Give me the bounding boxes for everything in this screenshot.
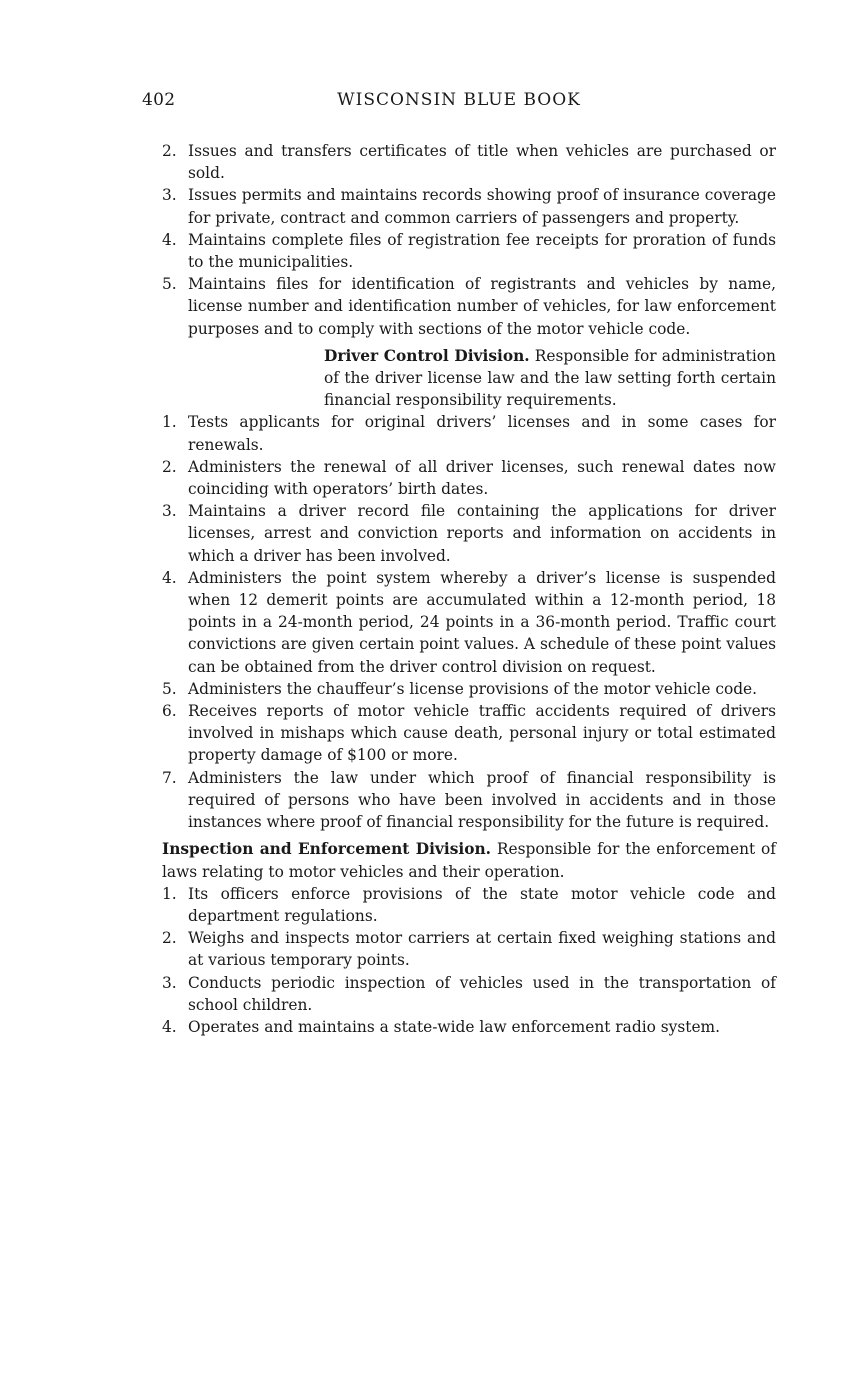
driver-control-heading: Driver Control Division.: [324, 346, 530, 365]
driver-control-list: [162, 411, 776, 833]
list-item: [162, 229, 776, 273]
item-text: Its officers enforce provisions of the state motor vehicle code and department regulations.: [188, 884, 776, 925]
item-number: 7.: [162, 768, 177, 787]
list-item: [162, 700, 776, 767]
item-number: 2.: [162, 929, 177, 948]
list-item: [162, 972, 776, 1016]
item-text: Tests applicants for original drivers’ licenses and in some cases for renewals.: [188, 413, 776, 454]
inspection-paragraph: [162, 838, 776, 882]
list-item: [162, 140, 776, 184]
item-number: 5.: [162, 275, 177, 294]
item-number: 4.: [162, 1017, 177, 1036]
item-text: Maintains files for identification of registrants and vehicles by name, license number and identification number of vehicles, for law enforcement purposes and to comply with sections of the motor vehicle code.: [188, 275, 776, 338]
item-text: Maintains complete files of registration fee receipts for proration of funds to the municipalities.: [188, 230, 776, 272]
item-text: Operates and maintains a state-wide law enforcement radio system.: [188, 1017, 721, 1036]
continued-list: [162, 140, 776, 340]
list-item: [162, 883, 776, 927]
item-number: 2.: [162, 142, 177, 160]
item-text: Administers the point system whereby a driver’s license is suspended when 12 demerit points are accumulated within a 12-month period, 18 points in a 24-month period, 24 points in a 36-month period. Traffic court convictions are given certain point values. A schedule of these point values can be obtained from the driver control division on request.: [188, 568, 776, 676]
list-item: [162, 500, 776, 567]
item-number: 2.: [162, 457, 177, 476]
inspection-intro: Responsible for the enforcement of laws relating to motor vehicles and their operation.: [162, 840, 776, 881]
item-number: 1.: [162, 884, 177, 903]
running-head: [142, 90, 776, 116]
item-number: 3.: [162, 502, 177, 521]
list-item: [162, 927, 776, 971]
list-item: [162, 273, 776, 340]
list-item: [162, 184, 776, 228]
list-item: [162, 456, 776, 500]
item-number: 5.: [162, 679, 177, 698]
item-text: Issues and transfers certificates of title when vehicles are purchased or sold.: [188, 142, 776, 183]
item-text: Administers the renewal of all driver licenses, such renewal dates now coinciding with operators’ birth dates.: [188, 457, 776, 499]
item-text: Administers the law under which proof of financial responsibility is required of persons who have been involved in accidents and in those instances where proof of financial responsibility for the future is required.: [188, 768, 776, 832]
list-item: [162, 767, 776, 834]
item-text: Conducts periodic inspection of vehicles used in the transportation of school children.: [188, 973, 776, 1014]
list-item: [162, 1016, 776, 1038]
inspection-list: [162, 883, 776, 1038]
item-text: Issues permits and maintains records showing proof of insurance coverage for private, contract and common carriers of passengers and property.: [188, 186, 776, 227]
item-text: Maintains a driver record file containing the applications for driver licenses, arrest and conviction reports and information on accidents in which a driver has been involved.: [188, 502, 776, 565]
driver-control-intro: Responsible for administration of the driver license law and the law setting forth certain financial responsibility requirements.: [324, 346, 776, 410]
list-item: [162, 567, 776, 678]
item-text: Receives reports of motor vehicle traffic accidents required of drivers involved in mishaps which cause death, personal injury or total estimated property damage of $100 or more.: [188, 702, 776, 765]
header-title: WISCONSIN BLUE BOOK: [337, 90, 581, 110]
page-body: [162, 140, 776, 1038]
item-text: Weighs and inspects motor carriers at certain fixed weighing stations and at various temporary points.: [188, 929, 776, 970]
list-item: [162, 411, 776, 455]
list-item: [162, 678, 776, 700]
item-number: 4.: [162, 230, 177, 249]
item-number: 6.: [162, 702, 177, 721]
item-number: 1.: [162, 413, 177, 432]
inspection-heading: Inspection and Enforcement Division.: [162, 840, 492, 859]
item-number: 3.: [162, 186, 177, 205]
page-number: 402: [142, 90, 176, 110]
item-number: 4.: [162, 568, 177, 587]
item-number: 3.: [162, 973, 177, 992]
driver-control-paragraph: [162, 345, 776, 412]
item-text: Administers the chauffeur’s license provisions of the motor vehicle code.: [188, 679, 758, 698]
